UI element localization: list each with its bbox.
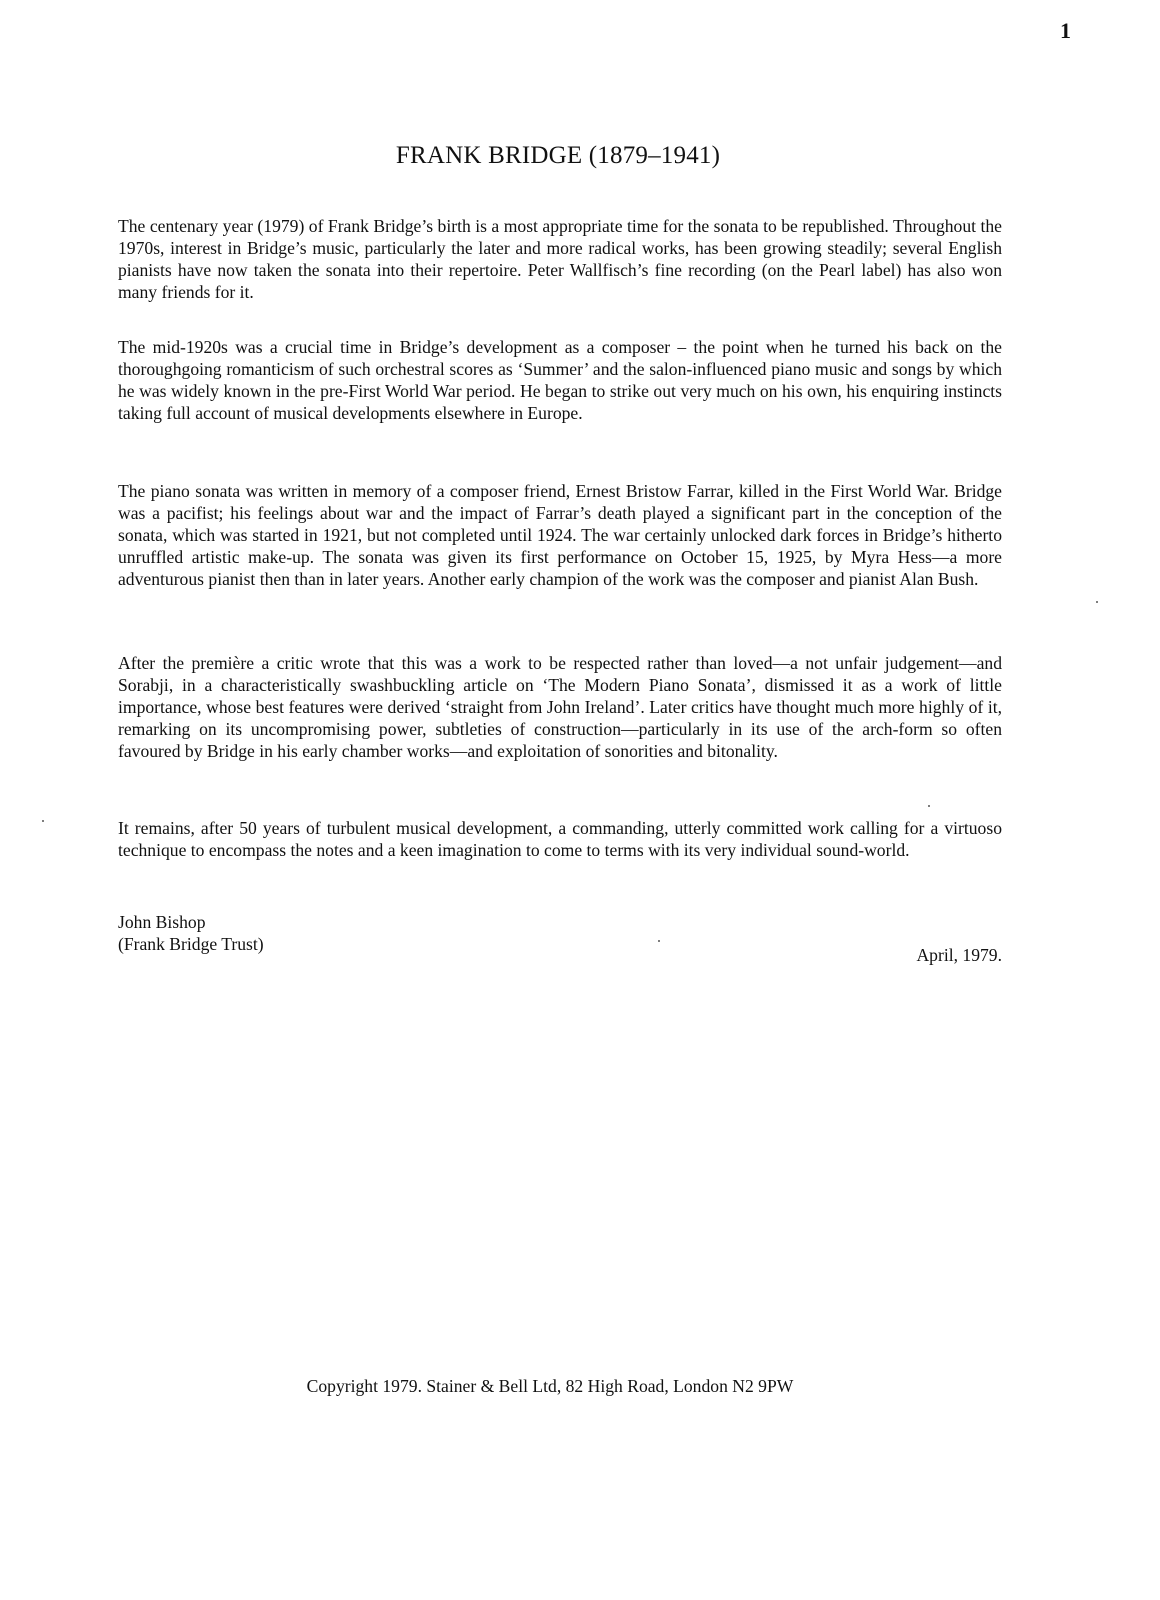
page-title: FRANK BRIDGE (1879–1941) bbox=[395, 142, 721, 169]
scan-speck bbox=[42, 820, 44, 822]
scan-speck bbox=[928, 805, 930, 807]
copyright-notice: Copyright 1979. Stainer & Bell Ltd, 82 High Road, London N2 9PW bbox=[306, 1376, 794, 1396]
paragraph-sonata-origins: The piano sonata was written in memory of a composer friend, Ernest Bristow Farrar, killed in the First World War. Bridge was a pacifist; his feelings about war and the impact of Farrar’s death played a significant part in the conception of the sonata, which was started in 1921, but not completed until 1924. The war certainly unlocked dark forces in Bridge’s hitherto unruffled artistic make-up. The sonata was given its first performance on October 15, 1925, by Myra Hess—a more adventurous pianist then than in later years. Another early champion of the work was the composer and pianist Alan Bush. bbox=[118, 481, 1002, 589]
paragraph-centenary: The centenary year (1979) of Frank Bridge’s birth is a most appropriate time for the sonata to be republished. Throughout the 1970s, interest in Bridge’s music, particularly the later and more radical works, has been growing steadily; several English pianists have now taken the sonata into their repertoire. Peter Wallfisch’s fine recording (on the Pearl label) has also won many friends for it. bbox=[118, 216, 1002, 302]
page-number: 1 bbox=[1060, 18, 1071, 43]
signature-block bbox=[118, 911, 264, 955]
paragraph-critical-reception: After the première a critic wrote that this was a work to be respected rather than loved—a not unfair judgement—and Sorabji, in a characteristically swashbuckling article on ‘The Modern Piano Sonata’, dismissed it as a work of little importance, whose best features were derived ‘straight from John Ireland’. Later critics have thought much more highly of it, remarking on its uncompromising power, subtleties of construction—particularly in its use of the arch-form so often favoured by Bridge in his early chamber works—and exploitation of sonorities and bitonality. bbox=[118, 653, 1002, 761]
author-name: John Bishop bbox=[118, 912, 206, 932]
signature-date: April, 1979. bbox=[916, 945, 1002, 965]
scan-speck bbox=[1096, 601, 1098, 603]
scan-speck bbox=[658, 940, 660, 942]
author-affiliation: (Frank Bridge Trust) bbox=[118, 934, 264, 954]
paragraph-mid-1920s: The mid-1920s was a crucial time in Bridge’s development as a composer – the point when he turned his back on the thoroughgoing romanticism of such orchestral scores as ‘Summer’ and the salon-influenced piano music and songs by which he was widely known in the pre-First World War period. He began to strike out very much on his own, his enquiring instincts taking full account of musical developments elsewhere in Europe. bbox=[118, 337, 1002, 423]
paragraph-conclusion: It remains, after 50 years of turbulent musical development, a commanding, utterly committed work calling for a virtuoso technique to encompass the notes and a keen imagination to come to terms with its very individual sound-world. bbox=[118, 818, 1002, 860]
